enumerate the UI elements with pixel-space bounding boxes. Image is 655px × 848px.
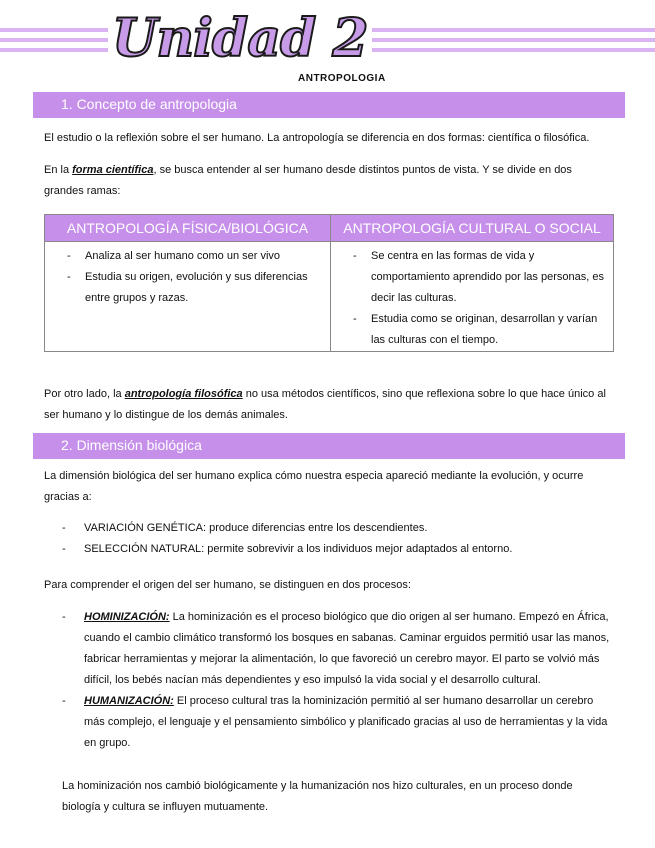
section-heading-2 xyxy=(33,433,625,459)
paragraph-philosophical: Por otro lado, la antropología filosófica no usa métodos científicos, sino que reflexiona sobre lo que hace único al ser humano y lo distingue de los demás animales. xyxy=(44,388,606,421)
page-title: Unidad 2 xyxy=(112,8,368,69)
term-scientific: forma científica xyxy=(72,164,154,176)
list-item: - Analiza al ser humano como un ser vivo xyxy=(57,246,324,267)
paragraph-biological: La dimensión biológica del ser humano explica cómo nuestra especia apareció mediante la evolución, y ocurre gracias a: xyxy=(44,470,584,503)
mechanisms-list xyxy=(62,518,614,560)
header-stripe xyxy=(0,38,108,42)
list-item: - Estudia su origen, evolución y sus diferencias entre grupos y razas. xyxy=(57,267,324,309)
paragraph-processes: Para comprender el origen del ser humano, se distinguen en dos procesos: xyxy=(44,579,411,591)
header-stripe xyxy=(0,48,108,52)
page-subtitle: ANTROPOLOGIA xyxy=(298,73,386,84)
list-item: - SELECCIÓN NATURAL: permite sobrevivir a los individuos mejor adaptados al entorno. xyxy=(62,543,513,555)
section-heading-text: 1. Concepto de antropologia xyxy=(61,96,237,112)
term-humanization: HUMANIZACIÓN: xyxy=(84,695,174,707)
header-stripe xyxy=(372,48,655,52)
branches-table xyxy=(44,214,614,352)
paragraph-conclusion: La hominización nos cambió biológicamente y la humanización nos hizo culturales, en un proceso donde biología y cultura se influyen mutuamente. xyxy=(62,780,573,813)
table-cell-cultural xyxy=(331,242,614,352)
section-heading-text: 2. Dimensión biológica xyxy=(61,437,202,453)
section-heading-1 xyxy=(33,92,625,118)
list-item-humanization: - HUMANIZACIÓN: El proceso cultural tras la hominización permitió al ser humano desarrollar un cerebro más complejo, el lenguaje y el pensamiento simbólico y planificado gracias al uso de herramientas y la vida en grupo. xyxy=(62,695,608,749)
term-philosophical: antropología filosófica xyxy=(124,388,243,400)
list-item: - VARIACIÓN GENÉTICA: produce diferencias entre los descendientes. xyxy=(62,522,428,534)
header-stripe xyxy=(372,38,655,42)
list-item-hominization: - HOMINIZACIÓN: La hominización es el proceso biológico que dio origen al ser humano. Empezó en África, cuando el cambio climático transformó los bosques en sabanas. Caminar erguidos permitió usar las manos, fabricar herramientas y mejorar la alimentación, lo que favoreció un cerebro mayor. El parto se volvió más difícil, los bebés nacían más dependientes y eso impulsó la vida social y el desarrollo cultural. xyxy=(62,611,610,686)
list-item: - Se centra en las formas de vida y comportamiento aprendido por las personas, es decir las culturas. xyxy=(343,246,607,309)
term-hominization: HOMINIZACIÓN: xyxy=(84,611,170,623)
header-stripe xyxy=(0,28,108,32)
processes-list xyxy=(62,607,610,754)
header-stripe xyxy=(372,28,655,32)
table-header-cultural: ANTROPOLOGÍA CULTURAL O SOCIAL xyxy=(331,215,614,242)
table-header-physical: ANTROPOLOGÍA FÍSICA/BIOLÓGICA xyxy=(45,215,331,242)
list-item: - Estudia como se originan, desarrollan y varían las culturas con el tiempo. xyxy=(343,309,607,351)
paragraph-intro: El estudio o la reflexión sobre el ser humano. La antropología se diferencia en dos formas: científica o filosófica. xyxy=(44,132,590,144)
paragraph-scientific: En la forma científica, se busca entender al ser humano desde distintos puntos de vista. Y se divide en dos grandes ramas: xyxy=(44,164,572,197)
table-cell-physical xyxy=(45,242,331,352)
